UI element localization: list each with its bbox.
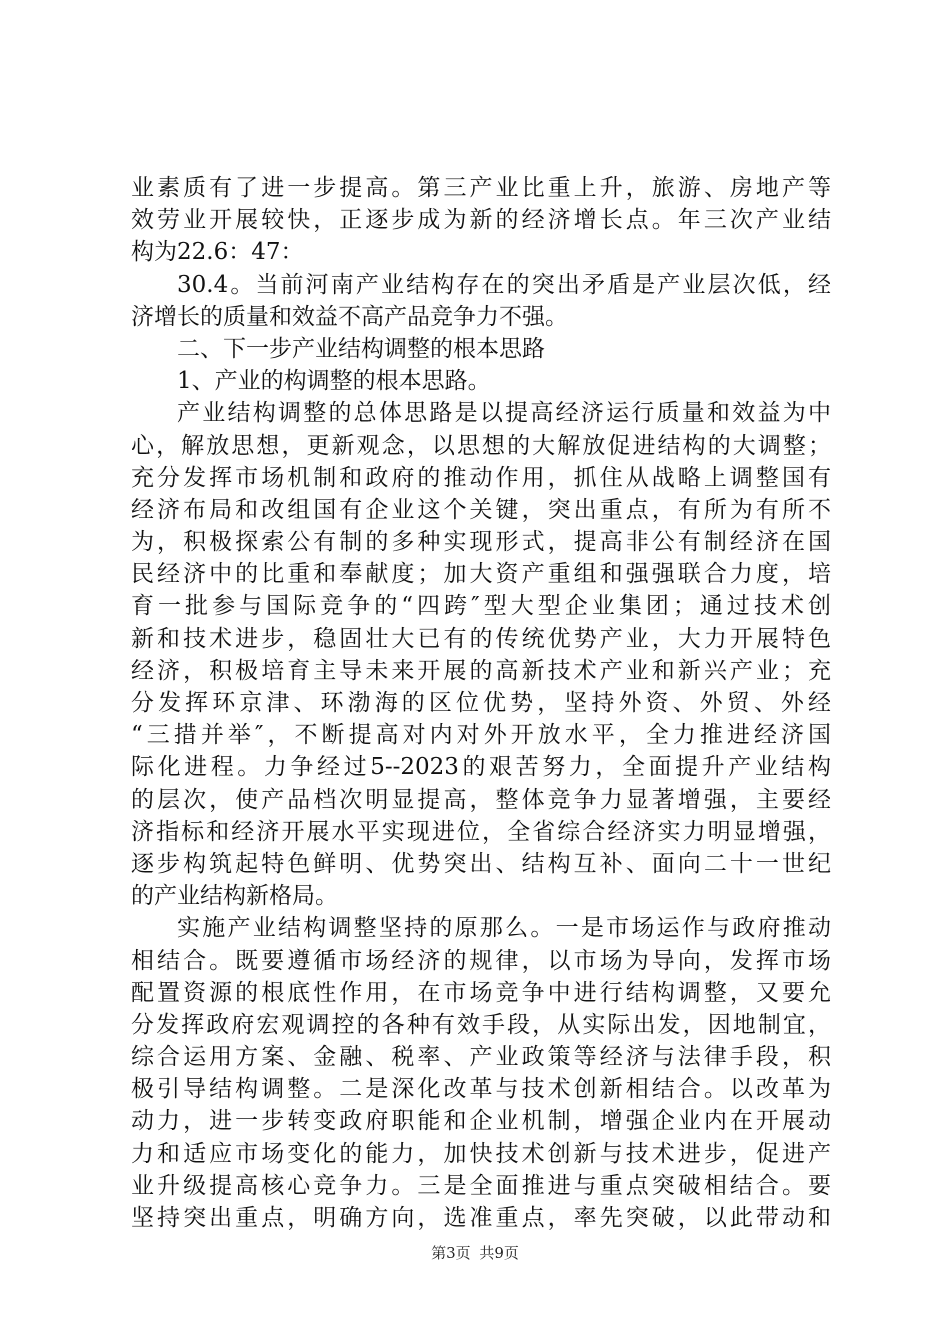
text-line: 分发挥环京津、环渤海的区位优势，坚持外资、外贸、外经 [131,690,831,716]
text-line: 产业结构调整的总体思路是以提高经济运行质量和效益为中 [177,400,831,427]
text-line: 为，积极探索公有制的多种实现形式，提高非公有制经济在国 [131,529,831,556]
text-line: 坚持突出重点，明确方向，选准重点，率先突破，以此带动和 [131,1205,831,1231]
text-line: 极引导结构调整。二是深化改革与技术创新相结合。以改革为 [131,1076,831,1103]
text-line: 的层次，使产品档次明显提高，整体竞争力显著增强，主要经 [131,786,831,813]
text-line: 动力，进一步转变政府职能和企业机制，增强企业内在开展动 [131,1108,831,1135]
text-line: 心，解放思想，更新观念，以思想的大解放促进结构的大调整； [131,432,831,459]
text-line: 构为22.6：47： [131,239,304,266]
text-line: 30.4。当前河南产业结构存在的突出矛盾是产业层次低，经 [177,271,831,298]
text-line: “三措并举″，不断提高对内对外开放水平，全力推进经济国 [131,722,831,749]
text-line: 配置资源的根底性作用，在市场竞争中进行结构调整，又要允 [131,979,831,1006]
text-line: 相结合。既要遵循市场经济的规律，以市场为导向，发挥市场 [131,947,831,974]
text-line: 育一批参与国际竞争的“四跨″型大型企业集团；通过技术创 [131,593,831,620]
page-footer [0,1243,950,1263]
text-line: 济增长的质量和效益不高产品竞争力不强。 [131,303,568,330]
text-line: 二、下一步产业结构调整的根本思路 [177,335,545,362]
text-line: 充分发挥市场机制和政府的推动作用，抓住从战略上调整国有 [131,464,831,491]
text-line: 际化进程。力争经过5--2023的艰苦努力，全面提升产业结构 [131,754,831,781]
text-line: 综合运用方案、金融、税率、产业政策等经济与法律手段，积 [131,1044,831,1071]
text-line: 经济布局和改组国有企业这个关键，突出重点，有所为有所不 [131,496,831,523]
text-line: 力和适应市场变化的能力，加快技术创新与技术进步，促进产 [131,1140,831,1167]
page-total: 共9页 [479,1244,519,1262]
text-line: 经济，积极培育主导未来开展的高新技术产业和新兴产业；充 [131,657,831,684]
page-number: 第3页 [431,1244,471,1262]
document-body [131,172,831,1234]
text-line: 分发挥政府宏观调控的各种有效手段，从实际出发，因地制宜， [131,1011,831,1038]
text-line: 效劳业开展较快，正逐步成为新的经济增长点。年三次产业结 [131,207,831,234]
text-line: 济指标和经济开展水平实现进位，全省综合经济实力明显增强， [131,818,831,845]
text-line: 的产业结构新格局。 [131,883,338,910]
text-line: 1、产业的构调整的根本思路。 [177,368,491,395]
text-line: 业素质有了进一步提高。第三产业比重上升，旅游、房地产等 [131,175,831,201]
text-line: 民经济中的比重和奉献度；加大资产重组和强强联合力度，培 [131,561,831,588]
text-line: 业升级提高核心竞争力。三是全面推进与重点突破相结合。要 [131,1172,831,1199]
text-line: 实施产业结构调整坚持的原那么。一是市场运作与政府推动 [177,915,831,942]
text-line: 新和技术进步，稳固壮大已有的传统优势产业，大力开展特色 [131,625,831,652]
text-line: 逐步构筑起特色鲜明、优势突出、结构互补、面向二十一世纪 [131,850,831,877]
